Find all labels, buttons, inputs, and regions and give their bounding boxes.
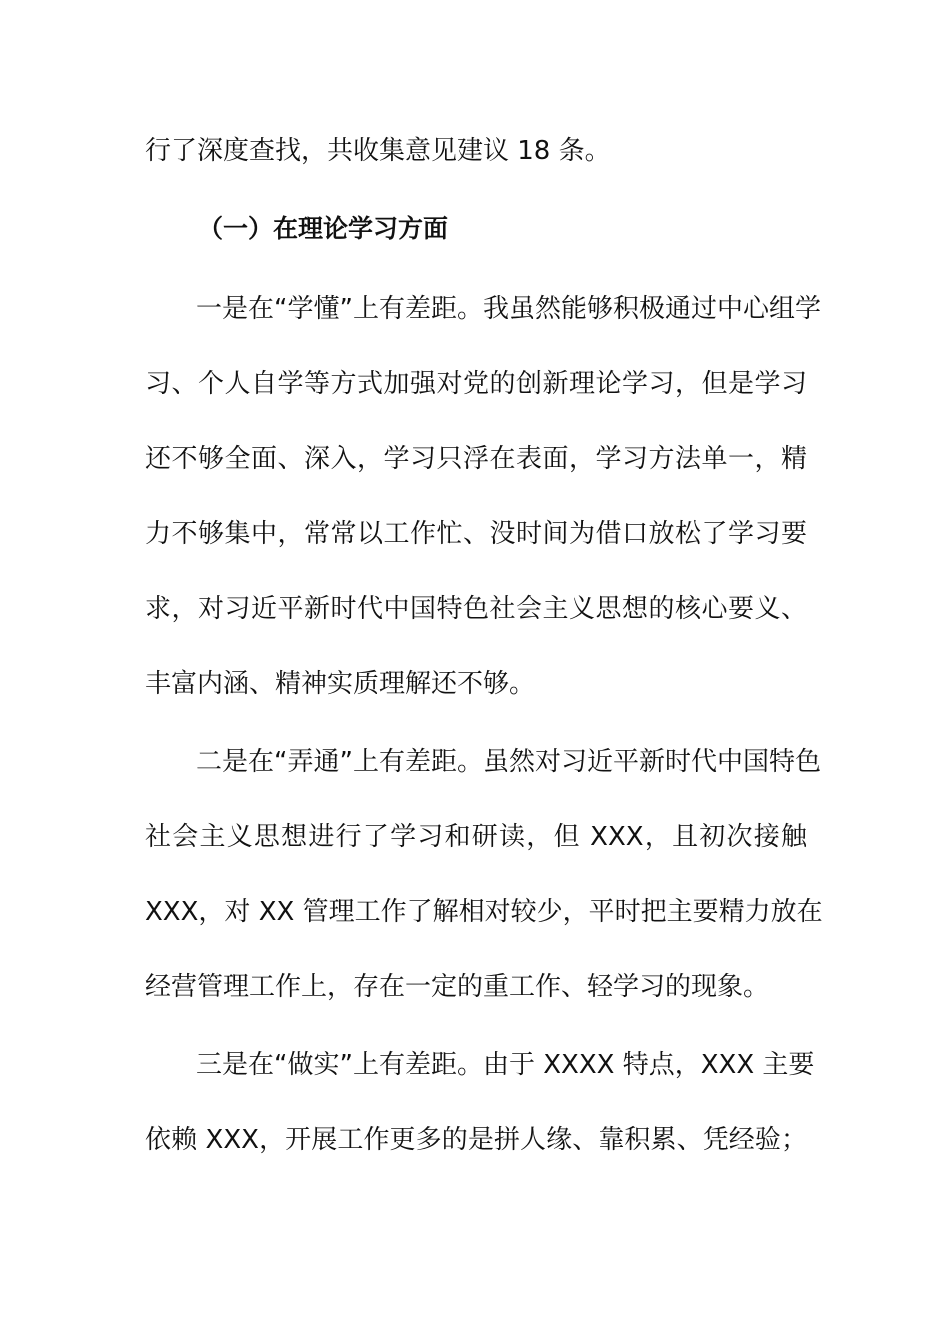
paragraph-2-line-3: XXX，对 XX 管理工作了解相对较少，平时把主要精力放在 [145, 897, 823, 927]
continuation-line: 行了深度查找，共收集意见建议 18 条。 [145, 136, 611, 166]
paragraph-1-line-3: 还不够全面、深入，学习只浮在表面，学习方法单一，精 [145, 444, 807, 474]
paragraph-2-line-1: 二是在“弄通”上有差距。虽然对习近平新时代中国特色 [196, 747, 821, 777]
paragraph-1-line-5: 求，对习近平新时代中国特色社会主义思想的核心要义、 [145, 594, 807, 624]
paragraph-1-line-6: 丰富内涵、精神实质理解还不够。 [145, 669, 536, 699]
paragraph-3-line-1: 三是在“做实”上有差距。由于 XXXX 特点，XXX 主要 [196, 1050, 815, 1080]
paragraph-2-line-2: 社会主义思想进行了学习和研读，但 XXX，且初次接触 [145, 822, 807, 852]
paragraph-1-line-4: 力不够集中，常常以工作忙、没时间为借口放松了学习要 [145, 519, 807, 549]
section-heading: （一）在理论学习方面 [198, 214, 449, 243]
paragraph-3-line-2: 依赖 XXX，开展工作更多的是拼人缘、靠积累、凭经验； [145, 1125, 807, 1155]
paragraph-1-line-2: 习、个人自学等方式加强对党的创新理论学习，但是学习 [145, 369, 807, 399]
paragraph-1-line-1: 一是在“学懂”上有差距。我虽然能够积极通过中心组学 [196, 294, 821, 324]
paragraph-2-line-4: 经营管理工作上，存在一定的重工作、轻学习的现象。 [145, 972, 770, 1002]
